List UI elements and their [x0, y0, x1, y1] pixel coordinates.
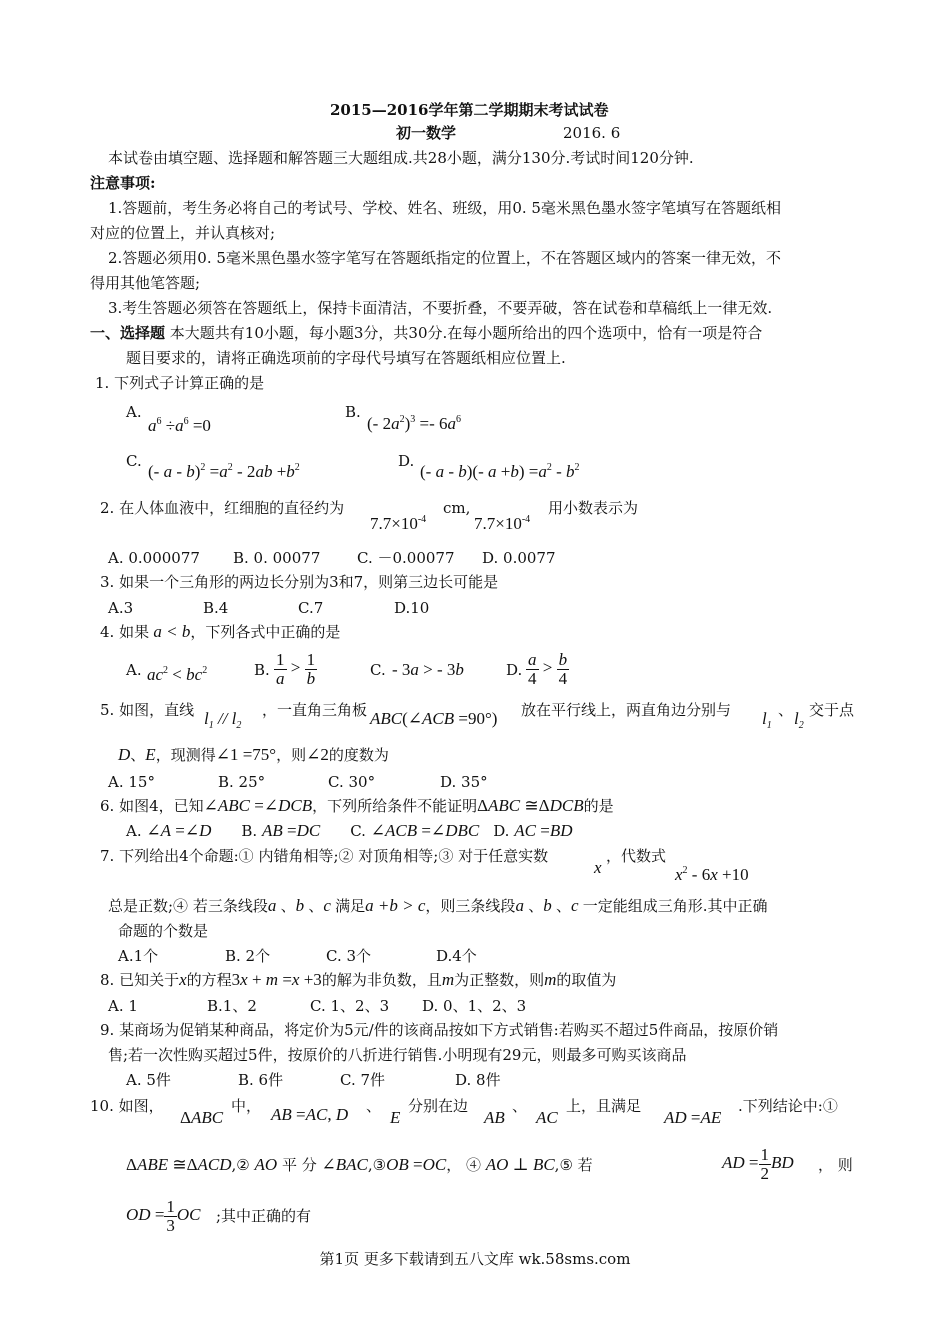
option: B.4: [203, 599, 229, 617]
q4-option-b-formula: $\frac{1}{a}$ > $\frac{1}{b}$: [276, 649, 316, 688]
q7-inequality: a +b > c: [365, 896, 426, 915]
q10-point-e: E: [390, 1108, 401, 1127]
note-line: 3.考生答题必须答在答题纸上，保持卡面清洁，不要折叠，不要弄破，答在试卷和草稿纸上一律无效.: [108, 299, 773, 317]
q5-angle-2: ∠2: [306, 745, 329, 764]
question-8-stem: [100, 970, 616, 990]
option: B. 25°: [218, 773, 266, 791]
option: C. 3个: [326, 947, 372, 965]
option: D. 35°: [440, 773, 488, 791]
q8-equation: 3x + m =x +3: [231, 970, 322, 989]
q6-options-row: [126, 821, 572, 841]
option-label: B.: [241, 822, 258, 840]
q7-segments: a: [267, 896, 281, 915]
option: D.10: [394, 599, 430, 617]
q10-side-ac: AC: [536, 1108, 558, 1127]
option: D. 0.0077: [482, 549, 556, 567]
q10-text: ， 则: [818, 1156, 853, 1174]
q7-stem-b: ，代数式: [606, 847, 667, 865]
q5-stem-c: 放在平行线上，两直角边分别与: [521, 701, 732, 719]
q6-option-d: AC =BD: [514, 821, 573, 840]
q8-var: m: [441, 970, 455, 989]
option-label: D.: [493, 822, 510, 840]
q10-condition: AD =AE: [664, 1108, 722, 1127]
q5-point-e: E: [145, 745, 156, 764]
q1-option-b-formula: (- $2a^2)^3 =- 6a^6$: [367, 414, 461, 433]
option: D. 0、1、2、3: [422, 997, 527, 1015]
q1-option-d-formula: (- a - b)(- $a +b) =a^2 - b^2$: [420, 462, 580, 481]
q10-side-ab: AB: [484, 1108, 505, 1127]
option: C. 30°: [328, 773, 376, 791]
q10-text: 分别在边: [408, 1097, 469, 1115]
q7-text: 满足: [335, 897, 366, 915]
question-10-stem: 10. 如图，: [90, 1097, 164, 1115]
q5-measured: ，现测得: [155, 746, 216, 764]
q4-option-a-formula: $ac^2 < bc^2$: [147, 665, 208, 684]
option-label: B.: [345, 403, 361, 421]
option: A. 1: [108, 997, 138, 1015]
q5-then: ，则: [276, 746, 307, 764]
q5-stem-e: 交于点: [809, 701, 855, 719]
q6-stem-b: ，下列所给条件不能证明: [312, 797, 478, 815]
section-header: [90, 323, 762, 343]
question-9-stem: 9. 某商场为促销某种商品，将定价为5元/件的该商品按如下方式销售:若购买不超过5件商品，按原价销: [100, 1021, 779, 1039]
q10-text: ， ④: [446, 1156, 486, 1174]
q1-option-a-formula: $a^6 \div a^6 =0$: [148, 416, 211, 435]
q6-stem-c: 的是: [583, 797, 614, 815]
q4-option-c-formula: - 3a > - 3b: [392, 660, 464, 679]
q8-text: 的解为非负数，且: [321, 971, 442, 989]
question-2-stem-unit: cm,: [443, 499, 471, 517]
option: D. 8件: [455, 1071, 501, 1089]
q4-option-d-formula: $\frac{a}{4}$ > $\frac{b}{4}$: [528, 649, 568, 688]
question-4-stem: [100, 622, 340, 642]
q8-text: 的方程: [186, 971, 232, 989]
q7-text: ，则三条线段: [425, 897, 516, 915]
note-line: 1.答题前，考生务必将自己的考试号、学校、姓名、班级，用0. 5毫米黑色墨水签字笔填写在答题纸相: [108, 199, 781, 217]
q10-text: 中，: [231, 1097, 262, 1115]
question-5-stem: 5. 如图，直线: [100, 701, 195, 719]
q6-option-b: AB =DC: [261, 821, 321, 840]
q5-line-l2: $l_2$: [794, 709, 804, 731]
q7-expression: $x^2 - 6x +10$: [675, 865, 749, 884]
q10-od-formula: OD = $\frac{1}{3}$ OC: [126, 1196, 201, 1235]
q6-congruence: ΔABC ≅ΔDCB: [477, 796, 584, 815]
q5-line-2: [118, 745, 389, 765]
section-desc: 本大题共有10小题，每小题3分，共30分.在每小题所给出的四个选项中，恰有一项是符合: [165, 324, 763, 342]
q10-text: ,②: [231, 1156, 255, 1174]
q10-text: .下列结论中:①: [738, 1097, 838, 1115]
q6-stem-a: 6. 如图4，已知: [100, 797, 204, 815]
page-subtitle: 初一数学: [396, 124, 457, 142]
option: A.3: [108, 599, 134, 617]
q10-conclusion-1: ΔABE ≅ΔACD: [126, 1155, 232, 1174]
q5-triangle-formula: ABC(∠ACB =90°): [370, 709, 498, 728]
option-label: C.: [126, 452, 142, 470]
question-9-stem-cont: 售;若一次性购买超过5件，按原价的八折进行销售.小明现有29元，则最多可购买该商品: [108, 1046, 687, 1064]
page-title: 2015—2016学年第二学期期末考试试卷: [330, 101, 609, 119]
question-1-stem: 1. 下列式子计算正确的是: [95, 374, 265, 392]
option: A. 5件: [126, 1071, 171, 1089]
q8-text: 为正整数，则: [454, 971, 545, 989]
q10-text: 上，且满足: [566, 1097, 642, 1115]
note-line: 对应的位置上，并认真核对;: [90, 224, 276, 242]
exam-date: 2016. 6: [563, 124, 621, 142]
option: B. 0. 00077: [233, 549, 321, 567]
intro-text: 本试卷由填空题、选择题和解答题三大题组成.共28小题，满分130分.考试时间120分钟.: [108, 149, 694, 167]
option-label: A.: [126, 403, 142, 421]
question-2-stem-end: 用小数表示为: [548, 499, 639, 517]
q10-conclusion-4: AO ⊥ BC: [485, 1155, 555, 1174]
q10-conclusion-5: AD = $\frac{1}{2}$ BD: [722, 1144, 794, 1183]
q7-line-2: 总是正数;④ 若三条线段a 、b 、c 满足a +b > c，则三条线段a 、b 、c 一定能组成三角形.其中正确: [108, 896, 768, 915]
q7-line-3: 命题的个数是: [118, 922, 209, 940]
option-label: B.: [254, 661, 270, 679]
note-line: 得用其他笔答题;: [90, 274, 201, 292]
option: C. 7件: [340, 1071, 386, 1089]
q6-option-a: ∠A =∠D: [146, 821, 212, 840]
q5-line-l1: $l_1$: [762, 709, 772, 731]
q10-text: ,③: [367, 1156, 387, 1174]
option-label: C.: [370, 661, 386, 679]
q4-stem-b: ，下列各式中正确的是: [190, 623, 341, 641]
q5-point-d: D: [118, 745, 131, 764]
question-2-stem: 2. 在人体血液中，红细胞的直径约为: [100, 499, 345, 517]
q5-parallel-formula: $l_1 // l_2$: [204, 709, 242, 731]
option: A.1个: [118, 947, 159, 965]
section-label: 一、选择题: [90, 324, 166, 342]
q6-given: ∠ABC =∠DCB: [203, 796, 313, 815]
q7-text: 总是正数;④ 若三条线段: [108, 897, 268, 915]
option: B. 6件: [238, 1071, 284, 1089]
q5-sep: 、: [130, 746, 146, 764]
q4-condition: a < b: [149, 622, 191, 641]
q10-conclusion-3: OB =OC: [386, 1155, 447, 1174]
option: D.4个: [436, 947, 477, 965]
q10-text: 、: [366, 1097, 382, 1115]
question-7-stem: 7. 下列给出4个命题:① 内错角相等;② 对顶角相等;③ 对于任意实数: [100, 847, 549, 865]
option: C.7: [298, 599, 324, 617]
option: B. 2个: [225, 947, 271, 965]
q4-stem-a: 4. 如果: [100, 623, 150, 641]
q8-var: x: [179, 970, 187, 989]
q10-text: ,⑤ 若: [554, 1156, 593, 1174]
q8-var: m: [544, 970, 557, 989]
q5-stem-d: 、: [778, 701, 794, 719]
q5-stem-b: ，一直角三角板: [262, 701, 368, 719]
q10-equal-sides: AB =AC, D: [271, 1105, 349, 1124]
q7-text: 一定能组成三角形.其中正确: [582, 897, 768, 915]
option: C. －0.00077: [357, 549, 455, 567]
q10-angle-bac: ∠BAC: [321, 1155, 368, 1174]
q10-text: ;其中正确的有: [216, 1207, 312, 1225]
q10-text: 、: [512, 1097, 528, 1115]
q8-text: 的取值为: [556, 971, 617, 989]
option-label: C.: [350, 822, 366, 840]
option: A. 0.000077: [108, 549, 200, 567]
q6-option-c: ∠ACB =∠DBC: [370, 821, 480, 840]
q5-angle-1: ∠1 =75°: [215, 745, 277, 764]
page-footer: 第1页 更多下载请到五八文库 wk.58sms.com: [319, 1250, 631, 1268]
notes-heading: 注意事项:: [90, 174, 156, 192]
note-line: 2.答题必须用0. 5毫米黑色墨水签字笔写在答题纸指定的位置上，不在答题区域内的答案一律无效，不: [108, 249, 781, 267]
option-label: A.: [126, 661, 142, 679]
section-desc-cont: 题目要求的，请将正确选项前的字母代号填写在答题纸相应位置上.: [126, 349, 566, 367]
question-3-stem: 3. 如果一个三角形的两边长分别为3和7，则第三边长可能是: [100, 573, 499, 591]
q10-text: 平 分: [277, 1156, 322, 1174]
question-6-stem: [100, 796, 614, 816]
option: C. 1、2、3: [310, 997, 390, 1015]
option-label: D.: [398, 452, 415, 470]
option: A. 15°: [108, 773, 155, 791]
q10-ao: AO: [254, 1155, 278, 1174]
q7-var-x: x: [594, 858, 602, 877]
option-label: A.: [126, 822, 142, 840]
q2-formula: $7.7\times 10^{-4}$: [370, 514, 427, 533]
q10-triangle: ΔABC: [180, 1108, 224, 1127]
option-label: D.: [506, 661, 523, 679]
q10-line-2: [126, 1155, 593, 1175]
q8-text: 8. 已知关于: [100, 971, 180, 989]
option: B.1、2: [207, 997, 257, 1015]
q1-option-c-formula: (- $a - b)^2 =a^2 - 2ab +b^2$: [148, 462, 300, 481]
q2-formula: $7.7\times 10^{-4}$: [474, 514, 531, 533]
q5-ask: 的度数为: [328, 746, 389, 764]
